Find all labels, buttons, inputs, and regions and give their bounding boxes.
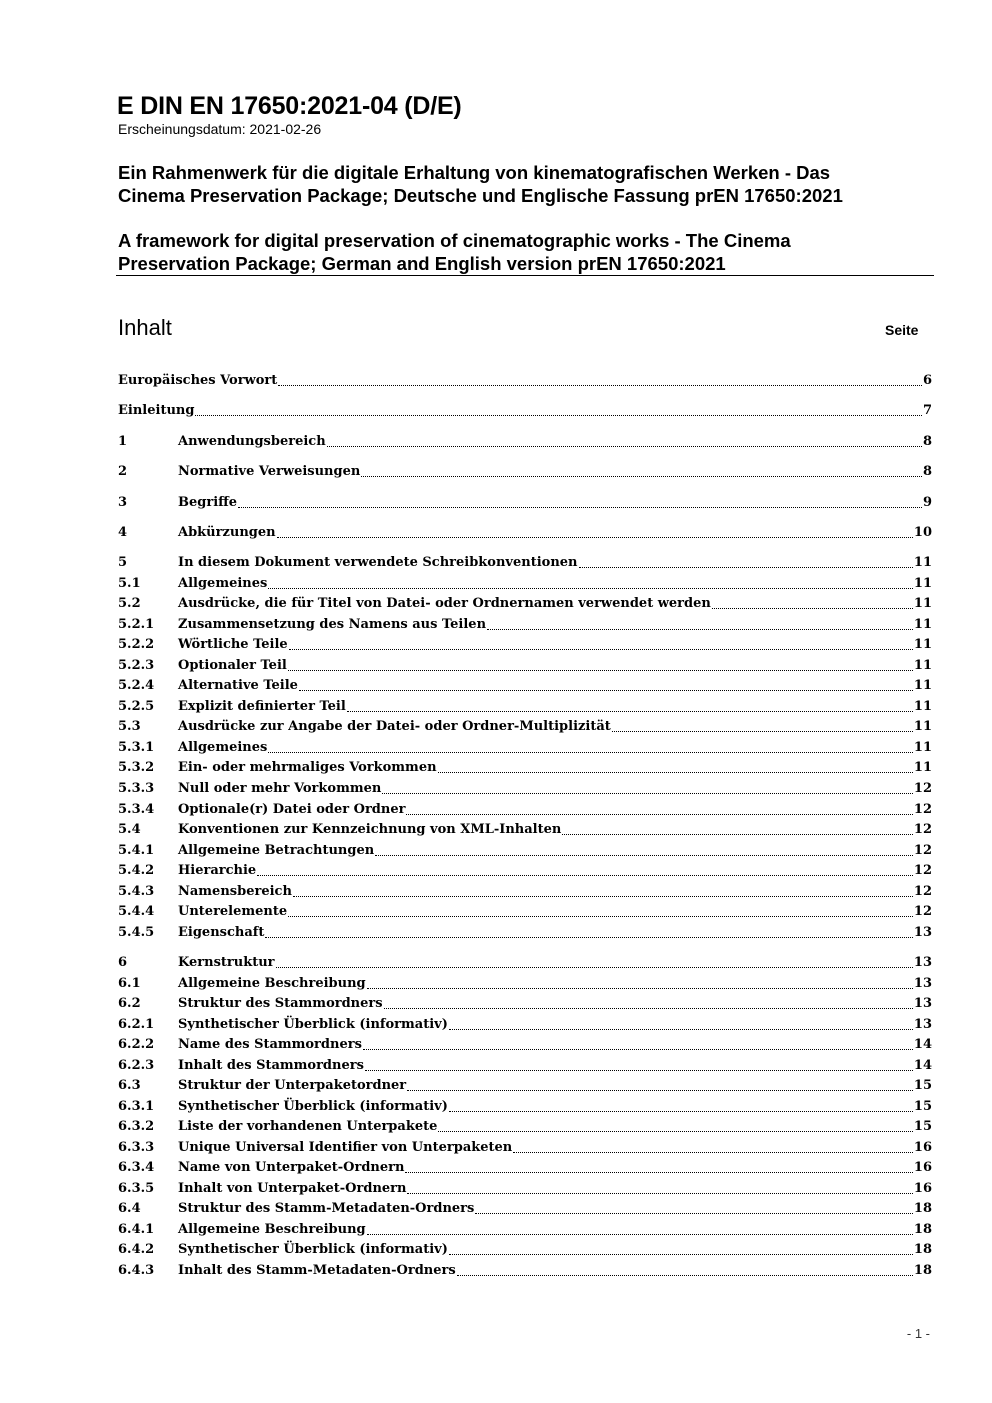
toc-entry[interactable] xyxy=(118,698,932,716)
toc-entry[interactable] xyxy=(118,842,932,860)
toc-entry-page: 11 xyxy=(913,678,932,693)
toc-entry-page: 11 xyxy=(913,658,932,673)
toc-entry-page: 11 xyxy=(913,617,932,632)
toc-entry-page: 11 xyxy=(913,555,932,570)
toc-entry-page: 13 xyxy=(913,955,932,970)
title-english-line-2: Preservation Package; German and English version prEN 17650:2021 xyxy=(118,253,726,274)
toc-entry-number: 6.4.3 xyxy=(118,1263,155,1278)
toc-entry-number: 1 xyxy=(118,434,128,449)
toc-entry-page: 12 xyxy=(913,863,932,878)
toc-entry-title: Zusammensetzung des Namens aus Teilen xyxy=(178,617,487,632)
toc-entry-number: 5.3.1 xyxy=(118,740,155,755)
toc-dot-leader xyxy=(475,1213,913,1214)
toc-entry-page: 7 xyxy=(922,403,932,418)
toc-dot-leader xyxy=(457,1275,913,1276)
toc-entry[interactable] xyxy=(118,616,932,634)
toc-entry-title: Ein- oder mehrmaliges Vorkommen xyxy=(178,760,437,775)
toc-entry-number: 6.1 xyxy=(118,976,141,991)
toc-entry[interactable] xyxy=(118,862,932,880)
toc-entry-title: Unique Universal Identifier von Unterpaketen xyxy=(178,1140,513,1155)
toc-entry-page: 15 xyxy=(913,1078,932,1093)
toc-entry[interactable] xyxy=(118,1200,932,1218)
toc-entry-number: 5.4 xyxy=(118,822,141,837)
toc-entry-page: 12 xyxy=(913,884,932,899)
toc-entry-title: Optionaler Teil xyxy=(178,658,287,673)
toc-dot-leader xyxy=(382,793,913,794)
toc-dot-leader xyxy=(327,446,922,447)
toc-entry-title: Explizit definierter Teil xyxy=(178,699,346,714)
toc-entry-number: 5.4.1 xyxy=(118,843,155,858)
toc-dot-leader xyxy=(406,814,912,815)
toc-dot-leader xyxy=(238,507,922,508)
toc-dot-leader xyxy=(375,855,913,856)
toc-entry[interactable] xyxy=(118,739,932,757)
toc-entry-page: 6 xyxy=(922,373,932,388)
toc-dot-leader xyxy=(513,1152,913,1153)
toc-entry-page: 11 xyxy=(913,637,932,652)
toc-entry[interactable] xyxy=(118,1262,932,1280)
toc-entry-number: 6.4.2 xyxy=(118,1242,155,1257)
toc-entry-number: 6.3.4 xyxy=(118,1160,155,1175)
toc-entry[interactable] xyxy=(118,759,932,777)
toc-entry-title: Alternative Teile xyxy=(178,678,298,693)
toc-entry[interactable] xyxy=(118,954,932,972)
toc-entry-title: Name des Stammordners xyxy=(178,1037,362,1052)
toc-entry-page: 13 xyxy=(913,925,932,940)
toc-entry-number: 5.2.5 xyxy=(118,699,155,714)
title-german-line-2: Cinema Preservation Package; Deutsche und Englische Fassung prEN 17650:2021 xyxy=(118,185,843,206)
toc-entry[interactable] xyxy=(118,433,932,451)
toc-entry-number: 6.4 xyxy=(118,1201,141,1216)
toc-entry[interactable] xyxy=(118,657,932,675)
toc-entry-number: 6.3.5 xyxy=(118,1181,155,1196)
toc-entry-title: Allgemeines xyxy=(178,576,268,591)
toc-entry-page: 18 xyxy=(913,1201,932,1216)
toc-entry[interactable] xyxy=(118,780,932,798)
toc-entry[interactable] xyxy=(118,494,932,512)
toc-entry[interactable] xyxy=(118,524,932,542)
toc-entry[interactable] xyxy=(118,1221,932,1239)
title-german-line-1: Ein Rahmenwerk für die digitale Erhaltung von kinematografischen Werken - Das xyxy=(118,162,831,183)
toc-entry-title: Struktur der Unterpaketordner xyxy=(178,1078,407,1093)
toc-entry-number: 4 xyxy=(118,525,128,540)
toc-entry-title: Synthetischer Überblick (informativ) xyxy=(178,1099,448,1114)
toc-entry-page: 11 xyxy=(913,760,932,775)
toc-entry-number: 5.2.1 xyxy=(118,617,155,632)
toc-entry-number: 6.2.2 xyxy=(118,1037,155,1052)
toc-entry-title: In diesem Dokument verwendete Schreibkonventionen xyxy=(178,555,578,570)
toc-entry[interactable] xyxy=(118,1241,932,1259)
toc-entry-number: 3 xyxy=(118,495,128,510)
toc-entry-title: Allgemeines xyxy=(178,740,268,755)
page-number: - 1 - xyxy=(906,1326,930,1341)
toc-entry-page: 18 xyxy=(913,1242,932,1257)
toc-entry-page: 8 xyxy=(922,434,932,449)
toc-entry-title: Wörtliche Teile xyxy=(178,637,288,652)
toc-entry-title: Europäisches Vorwort xyxy=(118,373,278,388)
toc-entry-title: Struktur des Stamm-Metadaten-Ordners xyxy=(178,1201,475,1216)
toc-entry-number: 5.4.4 xyxy=(118,904,155,919)
document-id: E DIN EN 17650:2021-04 (D/E) xyxy=(117,92,462,120)
toc-entry-number: 6.3.2 xyxy=(118,1119,155,1134)
toc-entry[interactable] xyxy=(118,1077,932,1095)
header-divider xyxy=(116,275,934,276)
toc-dot-leader xyxy=(449,1254,913,1255)
toc-entry-title: Anwendungsbereich xyxy=(178,434,326,449)
toc-dot-leader xyxy=(562,834,913,835)
toc-entry-page: 12 xyxy=(913,822,932,837)
toc-entry-page: 18 xyxy=(913,1263,932,1278)
publication-date: Erscheinungsdatum: 2021-02-26 xyxy=(118,121,322,137)
toc-entry-title: Einleitung xyxy=(118,403,195,418)
toc-entry-number: 5.2.2 xyxy=(118,637,155,652)
toc-dot-leader xyxy=(361,476,922,477)
toc-entry[interactable] xyxy=(118,883,932,901)
toc-entry-page: 9 xyxy=(922,495,932,510)
toc-entry-number: 6 xyxy=(118,955,128,970)
toc-entry-title: Inhalt des Stamm-Metadaten-Ordners xyxy=(178,1263,456,1278)
toc-entry[interactable] xyxy=(118,718,932,736)
toc-entry-page: 12 xyxy=(913,843,932,858)
toc-entry-title: Konventionen zur Kennzeichnung von XML-Inhalten xyxy=(178,822,562,837)
toc-entry-title: Eigenschaft xyxy=(178,925,265,940)
toc-entry-number: 5.3.4 xyxy=(118,802,155,817)
toc-entry-page: 14 xyxy=(913,1037,932,1052)
toc-entry-page: 10 xyxy=(913,525,932,540)
toc-entry-title: Normative Verweisungen xyxy=(178,464,361,479)
toc-entry-title: Optionale(r) Datei oder Ordner xyxy=(178,802,406,817)
toc-entry-page: 11 xyxy=(913,596,932,611)
toc-dot-leader xyxy=(367,1234,913,1235)
toc-entry-number: 5 xyxy=(118,555,128,570)
toc-dot-leader xyxy=(367,988,913,989)
toc-entry-title: Name von Unterpaket-Ordnern xyxy=(178,1160,405,1175)
toc-entry-page: 16 xyxy=(913,1160,932,1175)
toc-dot-leader xyxy=(299,690,913,691)
toc-entry[interactable] xyxy=(118,1098,932,1116)
toc-entry-title: Inhalt von Unterpaket-Ordnern xyxy=(178,1181,407,1196)
toc-dot-leader xyxy=(405,1172,912,1173)
toc-entry-title: Unterelemente xyxy=(178,904,288,919)
toc-page-label: Seite xyxy=(885,322,919,338)
toc-entry-page: 15 xyxy=(913,1119,932,1134)
toc-entry[interactable] xyxy=(118,903,932,921)
toc-entry[interactable] xyxy=(118,575,932,593)
toc-entry-page: 16 xyxy=(913,1140,932,1155)
toc-entry-title: Synthetischer Überblick (informativ) xyxy=(178,1242,448,1257)
toc-entry-page: 18 xyxy=(913,1222,932,1237)
toc-entry-number: 5.4.2 xyxy=(118,863,155,878)
toc-dot-leader xyxy=(289,649,913,650)
toc-entry[interactable] xyxy=(118,1057,932,1075)
toc-entry-title: Hierarchie xyxy=(178,863,257,878)
toc-entry-title: Kernstruktur xyxy=(178,955,275,970)
toc-entry-number: 6.4.1 xyxy=(118,1222,155,1237)
toc-entry-title: Ausdrücke, die für Titel von Datei- oder Ordnernamen verwendet werden xyxy=(178,596,711,611)
toc-entry[interactable] xyxy=(118,372,932,390)
toc-entry-number: 6.3.3 xyxy=(118,1140,155,1155)
toc-heading: Inhalt xyxy=(118,315,172,340)
toc-entry-number: 5.3.2 xyxy=(118,760,155,775)
toc-entry-title: Synthetischer Überblick (informativ) xyxy=(178,1017,448,1032)
toc-entry-title: Null oder mehr Vorkommen xyxy=(178,781,382,796)
toc-entry-title: Liste der vorhandenen Unterpakete xyxy=(178,1119,438,1134)
toc-dot-leader xyxy=(268,752,913,753)
toc-entry-page: 12 xyxy=(913,781,932,796)
toc-dot-leader xyxy=(277,537,913,538)
toc-entry[interactable] xyxy=(118,463,932,481)
toc-entry[interactable] xyxy=(118,1016,932,1034)
title-german xyxy=(118,161,843,207)
toc-entry-number: 6.2 xyxy=(118,996,141,1011)
toc-entry-number: 5.3 xyxy=(118,719,141,734)
toc-entry-page: 11 xyxy=(913,719,932,734)
toc-entry[interactable] xyxy=(118,821,932,839)
toc-dot-leader xyxy=(288,670,913,671)
toc-entry-title: Allgemeine Beschreibung xyxy=(178,976,366,991)
toc-dot-leader xyxy=(438,1131,913,1132)
toc-entry-page: 13 xyxy=(913,976,932,991)
toc-entry-page: 12 xyxy=(913,802,932,817)
toc-entry-title: Allgemeine Betrachtungen xyxy=(178,843,375,858)
toc-entry-page: 8 xyxy=(922,464,932,479)
toc-entry-title: Inhalt des Stammordners xyxy=(178,1058,364,1073)
toc-entry[interactable] xyxy=(118,402,932,420)
toc-entry-page: 13 xyxy=(913,996,932,1011)
toc-dot-leader xyxy=(257,875,913,876)
toc-entry-number: 6.2.1 xyxy=(118,1017,155,1032)
toc-entry-title: Abkürzungen xyxy=(178,525,276,540)
toc-entry-number: 5.2.3 xyxy=(118,658,155,673)
toc-entry[interactable] xyxy=(118,1118,932,1136)
toc-entry-page: 11 xyxy=(913,576,932,591)
toc-dot-leader xyxy=(278,385,922,386)
toc-entry-page: 11 xyxy=(913,740,932,755)
toc-entry[interactable] xyxy=(118,677,932,695)
title-english-line-1: A framework for digital preservation of cinematographic works - The Cinema xyxy=(118,230,791,251)
toc-dot-leader xyxy=(712,608,913,609)
toc-entry[interactable] xyxy=(118,636,932,654)
toc-dot-leader xyxy=(268,588,913,589)
toc-dot-leader xyxy=(365,1070,913,1071)
toc-entry-page: 13 xyxy=(913,1017,932,1032)
toc-entry[interactable] xyxy=(118,801,932,819)
toc-entry[interactable] xyxy=(118,975,932,993)
toc-entry-page: 14 xyxy=(913,1058,932,1073)
toc-dot-leader xyxy=(449,1111,913,1112)
toc-dot-leader xyxy=(265,937,913,938)
toc-entry[interactable] xyxy=(118,995,932,1013)
toc-dot-leader xyxy=(276,967,913,968)
toc-entry-title: Begriffe xyxy=(178,495,238,510)
toc-entry-number: 6.3 xyxy=(118,1078,141,1093)
toc-entry-page: 15 xyxy=(913,1099,932,1114)
toc-dot-leader xyxy=(384,1008,913,1009)
toc-entry-title: Namensbereich xyxy=(178,884,292,899)
toc-entry-number: 2 xyxy=(118,464,128,479)
toc-entry-title: Ausdrücke zur Angabe der Datei- oder Ordner-Multiplizität xyxy=(178,719,611,734)
toc-entry-page: 11 xyxy=(913,699,932,714)
toc-dot-leader xyxy=(612,731,913,732)
toc-dot-leader xyxy=(288,916,913,917)
toc-entry[interactable] xyxy=(118,1036,932,1054)
toc-dot-leader xyxy=(407,1090,913,1091)
toc-entry-number: 5.2 xyxy=(118,596,141,611)
toc-entry[interactable] xyxy=(118,1180,932,1198)
toc-dot-leader xyxy=(293,896,913,897)
toc-entry-number: 5.4.3 xyxy=(118,884,155,899)
toc-dot-leader xyxy=(487,629,913,630)
toc-entry-page: 16 xyxy=(913,1181,932,1196)
toc-dot-leader xyxy=(347,711,913,712)
toc-entry[interactable] xyxy=(118,595,932,613)
toc-entry[interactable] xyxy=(118,1139,932,1157)
toc-entry-number: 5.2.4 xyxy=(118,678,155,693)
toc-entry[interactable] xyxy=(118,554,932,572)
toc-entry-title: Struktur des Stammordners xyxy=(178,996,383,1011)
toc-entry-number: 6.2.3 xyxy=(118,1058,155,1073)
toc-entry-page: 12 xyxy=(913,904,932,919)
toc-entry-number: 5.1 xyxy=(118,576,141,591)
toc-entry-number: 6.3.1 xyxy=(118,1099,155,1114)
toc-dot-leader xyxy=(363,1049,913,1050)
toc-entry[interactable] xyxy=(118,924,932,942)
toc-entry-title: Allgemeine Beschreibung xyxy=(178,1222,366,1237)
toc-entry-number: 5.3.3 xyxy=(118,781,155,796)
toc-entry-number: 5.4.5 xyxy=(118,925,155,940)
toc-dot-leader xyxy=(438,772,913,773)
toc-dot-leader xyxy=(407,1193,912,1194)
toc-dot-leader xyxy=(195,415,922,416)
title-english xyxy=(118,229,791,275)
toc-dot-leader xyxy=(579,567,913,568)
toc-entry[interactable] xyxy=(118,1159,932,1177)
toc-dot-leader xyxy=(449,1029,913,1030)
